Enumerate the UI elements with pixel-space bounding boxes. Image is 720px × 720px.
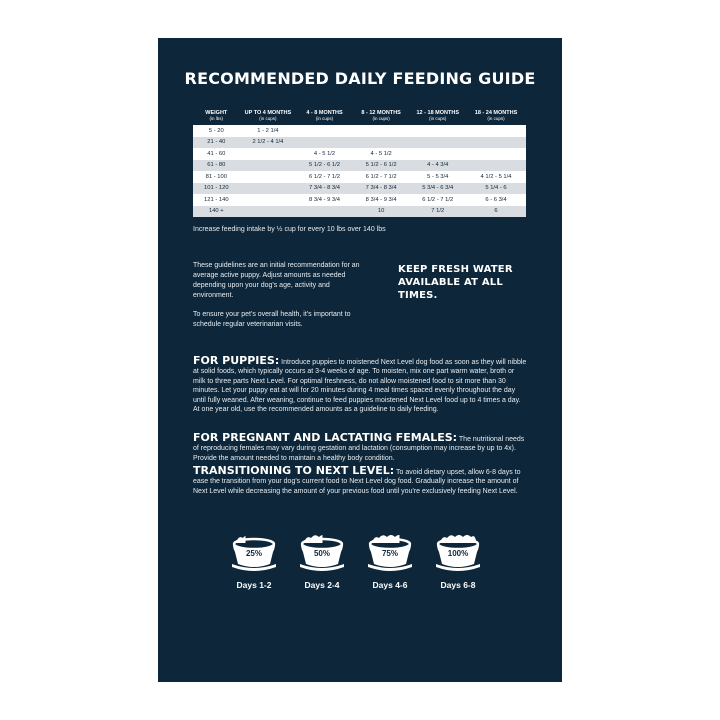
bowl-percent: 25%: [245, 549, 262, 558]
puppies-section: [193, 356, 528, 414]
table-cell: [240, 183, 297, 195]
table-cell: 4 - 5 1/2: [296, 148, 353, 160]
pregnant-section: [193, 433, 528, 463]
bowl-step: [432, 530, 484, 590]
bowl-percent: 100%: [447, 549, 469, 558]
table-cell: 81 - 100: [193, 171, 240, 183]
table-cell: [240, 171, 297, 183]
transition-bowls: [228, 530, 508, 590]
table-row: [193, 171, 526, 183]
column-header: 4 - 8 MONTHS (in cups): [296, 108, 353, 125]
intro-paragraph: These guidelines are an initial recommendation for an average active puppy. Adjust amounts as needed depending upon your dog's age, activity and environment.: [193, 262, 360, 299]
bowl-percent: 50%: [313, 549, 330, 558]
table-cell: 5 - 5 3/4: [409, 171, 466, 183]
table-cell: 7 1/2: [409, 206, 466, 218]
table-row: [193, 194, 526, 206]
table-cell: 8 3/4 - 9 3/4: [353, 194, 410, 206]
bowl-days: Days 6-8: [440, 580, 476, 590]
table-cell: 140 +: [193, 206, 240, 218]
section-heading: TRANSITIONING TO NEXT LEVEL:: [193, 464, 395, 477]
table-cell: [240, 160, 297, 172]
table-cell: 5 3/4 - 6 3/4: [409, 183, 466, 195]
table-cell: 6 1/2 - 7 1/2: [353, 171, 410, 183]
table-cell: 8 3/4 - 9 3/4: [296, 194, 353, 206]
table-cell: [409, 125, 466, 137]
table-row: [193, 125, 526, 137]
table-cell: 1 - 2 1/4: [240, 125, 297, 137]
table-row: [193, 148, 526, 160]
table-cell: [353, 137, 410, 149]
column-header: WEIGHT (in lbs): [193, 108, 240, 125]
table-cell: [409, 148, 466, 160]
table-cell: 7 3/4 - 8 3/4: [296, 183, 353, 195]
feeding-note: Increase feeding intake by ½ cup for every 10 lbs over 140 lbs: [193, 226, 386, 233]
table-cell: 5 1/4 - 6: [466, 183, 526, 195]
bowl-step: [364, 530, 416, 590]
intro-text: [193, 261, 363, 339]
table-row: [193, 137, 526, 149]
column-header: 12 - 18 MONTHS (in cups): [409, 108, 466, 125]
table-cell: [353, 125, 410, 137]
table-cell: 10: [353, 206, 410, 218]
table-cell: [296, 125, 353, 137]
section-heading: FOR PUPPIES:: [193, 354, 280, 367]
table-cell: [240, 194, 297, 206]
table-cell: 101 - 120: [193, 183, 240, 195]
table-cell: 121 - 140: [193, 194, 240, 206]
page-title: RECOMMENDED DAILY FEEDING GUIDE: [184, 69, 536, 88]
table-cell: 4 - 4 3/4: [409, 160, 466, 172]
table-cell: [296, 137, 353, 149]
feeding-table: [193, 108, 526, 217]
section-heading: FOR PREGNANT AND LACTATING FEMALES:: [193, 431, 458, 444]
table-cell: [409, 137, 466, 149]
table-cell: [466, 125, 526, 137]
table-cell: 6: [466, 206, 526, 218]
table-cell: 61 - 80: [193, 160, 240, 172]
table-cell: 4 - 5 1/2: [353, 148, 410, 160]
table-cell: [240, 206, 297, 218]
section-body: To avoid dietary upset, allow 6-8 days to ease the transition from your dog's current food to Next Level dog food. Gradually increase the amount of Next Level while decreasing the amount of your previous food until you're exclusively feeding Next Level.: [193, 469, 521, 495]
table-row: [193, 206, 526, 218]
table-cell: [466, 137, 526, 149]
table-cell: 6 1/2 - 7 1/2: [296, 171, 353, 183]
table-cell: 41 - 60: [193, 148, 240, 160]
column-header: UP TO 4 MONTHS (in cups): [240, 108, 297, 125]
table-cell: 5 1/2 - 6 1/2: [353, 160, 410, 172]
table-cell: 4 1/2 - 5 1/4: [466, 171, 526, 183]
feeding-guide-panel: [158, 38, 562, 682]
bowl-days: Days 2-4: [304, 580, 340, 590]
table-header-row: [193, 108, 526, 125]
table-cell: [296, 206, 353, 218]
bowl-percent: 75%: [381, 549, 398, 558]
table-cell: 6 - 6 3/4: [466, 194, 526, 206]
table-cell: 6 1/2 - 7 1/2: [409, 194, 466, 206]
column-header: 18 - 24 MONTHS (in cups): [466, 108, 526, 125]
section-body: Introduce puppies to moistened Next Level dog food as soon as they will nibble at solid foods, which typically occurs at 3-4 weeks of age. To moisten, mix one part warm water, broth or milk to three parts Next Level. For optimal freshness, do not allow moistened food to sit more than 30 minutes. Let your puppy eat at will for 20 minutes during 4 meal times spaced evenly throughout the day until fully weaned. After weaning, continue to feed puppies moistened Next Level food up to 4 times a day. At one year old, use the recommended amounts as a guideline to daily feeding.: [193, 359, 527, 414]
table-cell: 2 1/2 - 4 1/4: [240, 137, 297, 149]
column-header: 8 - 12 MONTHS (in cups): [353, 108, 410, 125]
transition-section: [193, 466, 528, 496]
bowl-days: Days 1-2: [236, 580, 272, 590]
table-cell: [466, 160, 526, 172]
section-body: The nutritional needs of reproducing females may vary during gestation and lactation (consumption may increase by up to 4x). Provide the amount needed to maintain a healthy body condition.: [193, 436, 525, 462]
table-cell: 5 1/2 - 6 1/2: [296, 160, 353, 172]
water-callout: KEEP FRESH WATER AVAILABLE AT ALL TIMES.: [398, 264, 513, 301]
bowl-step: [296, 530, 348, 590]
table-cell: [240, 148, 297, 160]
table-cell: 5 - 20: [193, 125, 240, 137]
intro-paragraph: To ensure your pet's overall health, it's important to schedule regular veterinarian visits.: [193, 311, 351, 328]
table-cell: [466, 148, 526, 160]
table-cell: 7 3/4 - 8 3/4: [353, 183, 410, 195]
table-row: [193, 160, 526, 172]
table-row: [193, 183, 526, 195]
table-cell: 21 - 40: [193, 137, 240, 149]
bowl-step: [228, 530, 280, 590]
bowl-days: Days 4-6: [372, 580, 408, 590]
